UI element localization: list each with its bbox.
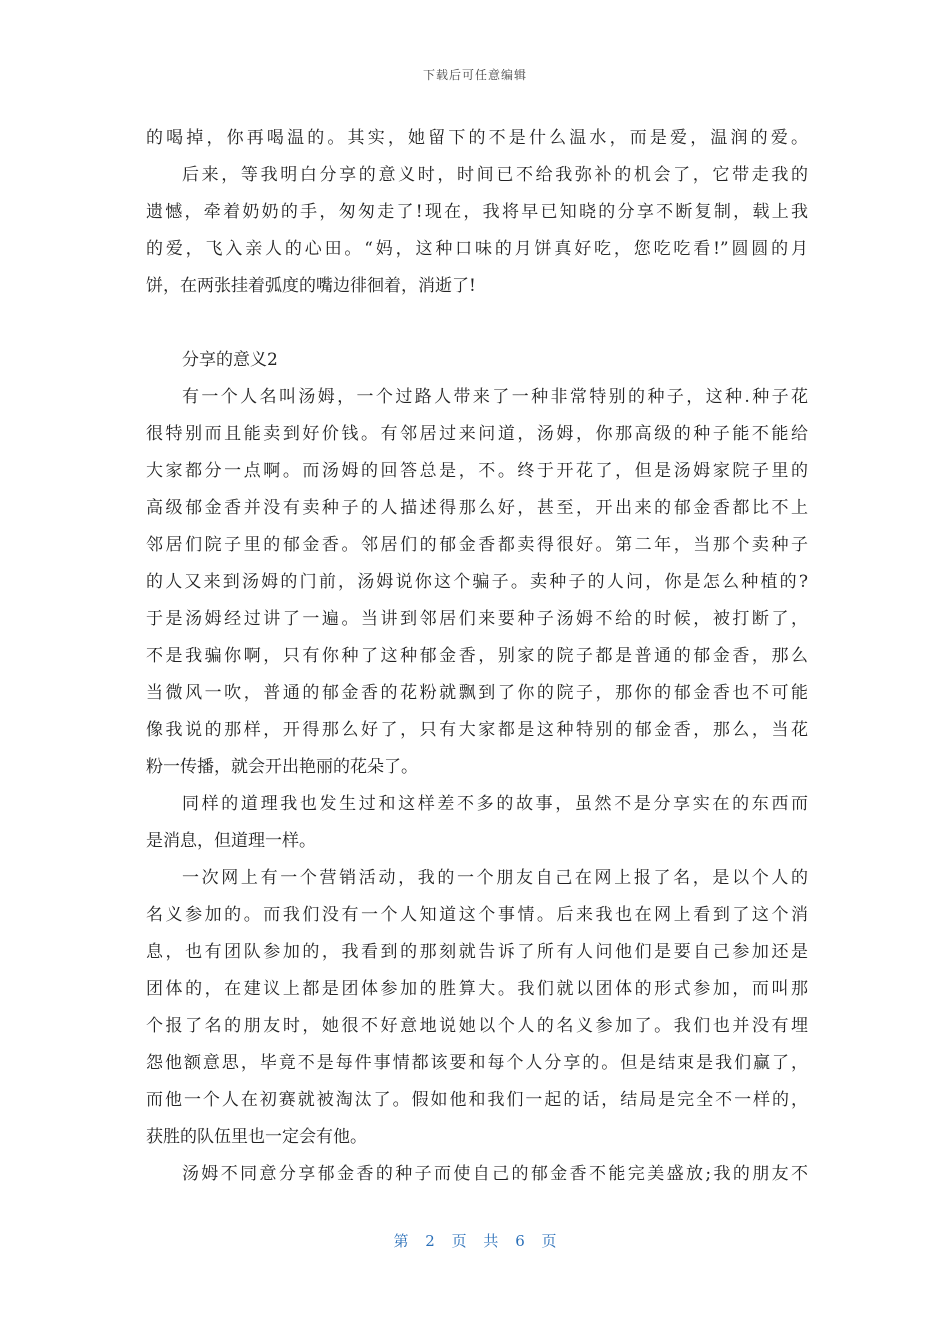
text-line: 不是我骗你啊，只有你种了这种郁金香，别家的院子都是普通的郁金香，那么 — [146, 646, 808, 666]
text-line: 息，也有团队参加的，我看到的那刻就告诉了所有人问他们是要自己参加还是 — [146, 942, 808, 962]
text-line: 是消息，但道理一样。 — [146, 831, 316, 851]
text-line: 像我说的那样，开得那么好了，只有大家都是这种特别的郁金香，那么，当花 — [146, 720, 808, 740]
page-footer — [0, 1230, 950, 1251]
page-unit: 页 — [451, 1232, 467, 1250]
text-line: 邻居们院子里的郁金香。邻居们的郁金香都卖得很好。第二年，当那个卖种子 — [146, 535, 808, 555]
text-line: 很特别而且能卖到好价钱。有邻居过来问道，汤姆，你那高级的种子能不能给 — [146, 424, 808, 444]
text-line: 怨他额意思，毕竟不是每件事情都该要和每个人分享的。但是结束是我们赢了， — [146, 1053, 808, 1073]
paragraph — [146, 379, 808, 786]
total-label: 共 — [483, 1232, 499, 1250]
total-unit: 页 — [541, 1232, 557, 1250]
text-line: 粉一传播，就会开出艳丽的花朵了。 — [146, 757, 418, 777]
text-line: 团体的，在建议上都是团体参加的胜算大。我们就以团体的形式参加，而叫那 — [146, 979, 808, 999]
text-line: 同样的道理我也发生过和这样差不多的故事，虽然不是分享实在的东西而 — [182, 794, 808, 814]
paragraph — [146, 786, 808, 860]
text-line: 当微风一吹，普通的郁金香的花粉就飘到了你的院子，那你的郁金香也不可能 — [146, 683, 808, 703]
text-line: 获胜的队伍里也一定会有他。 — [146, 1127, 367, 1147]
text-line: 的喝掉，你再喝温的。其实，她留下的不是什么温水，而是爱，温润的爱。 — [146, 128, 808, 148]
text-line: 后来，等我明白分享的意义时，时间已不给我弥补的机会了，它带走我的 — [182, 165, 808, 185]
blank-line — [146, 305, 808, 342]
paragraph — [146, 120, 808, 157]
text-line: 的爱，飞入亲人的心田。“妈，这种口味的月饼真好吃，您吃吃看!”圆圆的月 — [146, 239, 808, 259]
section-heading: 分享的意义2 — [182, 350, 278, 370]
text-line: 名义参加的。而我们没有一个人知道这个事情。后来我也在网上看到了这个消 — [146, 905, 808, 925]
text-line: 大家都分一点啊。而汤姆的回答总是，不。终于开花了，但是汤姆家院子里的 — [146, 461, 808, 481]
page-label: 第 — [393, 1232, 409, 1250]
text-line: 于是汤姆经过讲了一遍。当讲到邻居们来要种子汤姆不给的时候，被打断了， — [146, 609, 808, 629]
text-line: 遗憾，牵着奶奶的手，匆匆走了!现在，我将早已知晓的分享不断复制，载上我 — [146, 202, 808, 222]
text-line: 汤姆不同意分享郁金香的种子而使自己的郁金香不能完美盛放;我的朋友不 — [182, 1164, 808, 1184]
text-line: 的人又来到汤姆的门前，汤姆说你这个骗子。卖种子的人问，你是怎么种植的? — [146, 572, 808, 592]
text-line: 饼，在两张挂着弧度的嘴边徘徊着，消逝了! — [146, 276, 476, 296]
paragraph — [146, 1156, 808, 1193]
page-number: 2 — [425, 1232, 435, 1250]
text-line: 一次网上有一个营销活动，我的一个朋友自己在网上报了名，是以个人的 — [182, 868, 808, 888]
total-pages: 6 — [515, 1232, 525, 1250]
text-line: 高级郁金香并没有卖种子的人描述得那么好，甚至，开出来的郁金香都比不上 — [146, 498, 808, 518]
text-line: 有一个人名叫汤姆，一个过路人带来了一种非常特别的种子，这种.种子花 — [182, 387, 808, 407]
page-header: 下载后可任意编辑 — [422, 68, 527, 82]
text-line: 而他一个人在初赛就被淘汰了。假如他和我们一起的话，结局是完全不一样的， — [146, 1090, 808, 1110]
document-body — [146, 120, 808, 1193]
paragraph — [146, 860, 808, 1156]
paragraph — [146, 157, 808, 305]
text-line: 个报了名的朋友时，她很不好意地说她以个人的名义参加了。我们也并没有埋 — [146, 1016, 808, 1036]
